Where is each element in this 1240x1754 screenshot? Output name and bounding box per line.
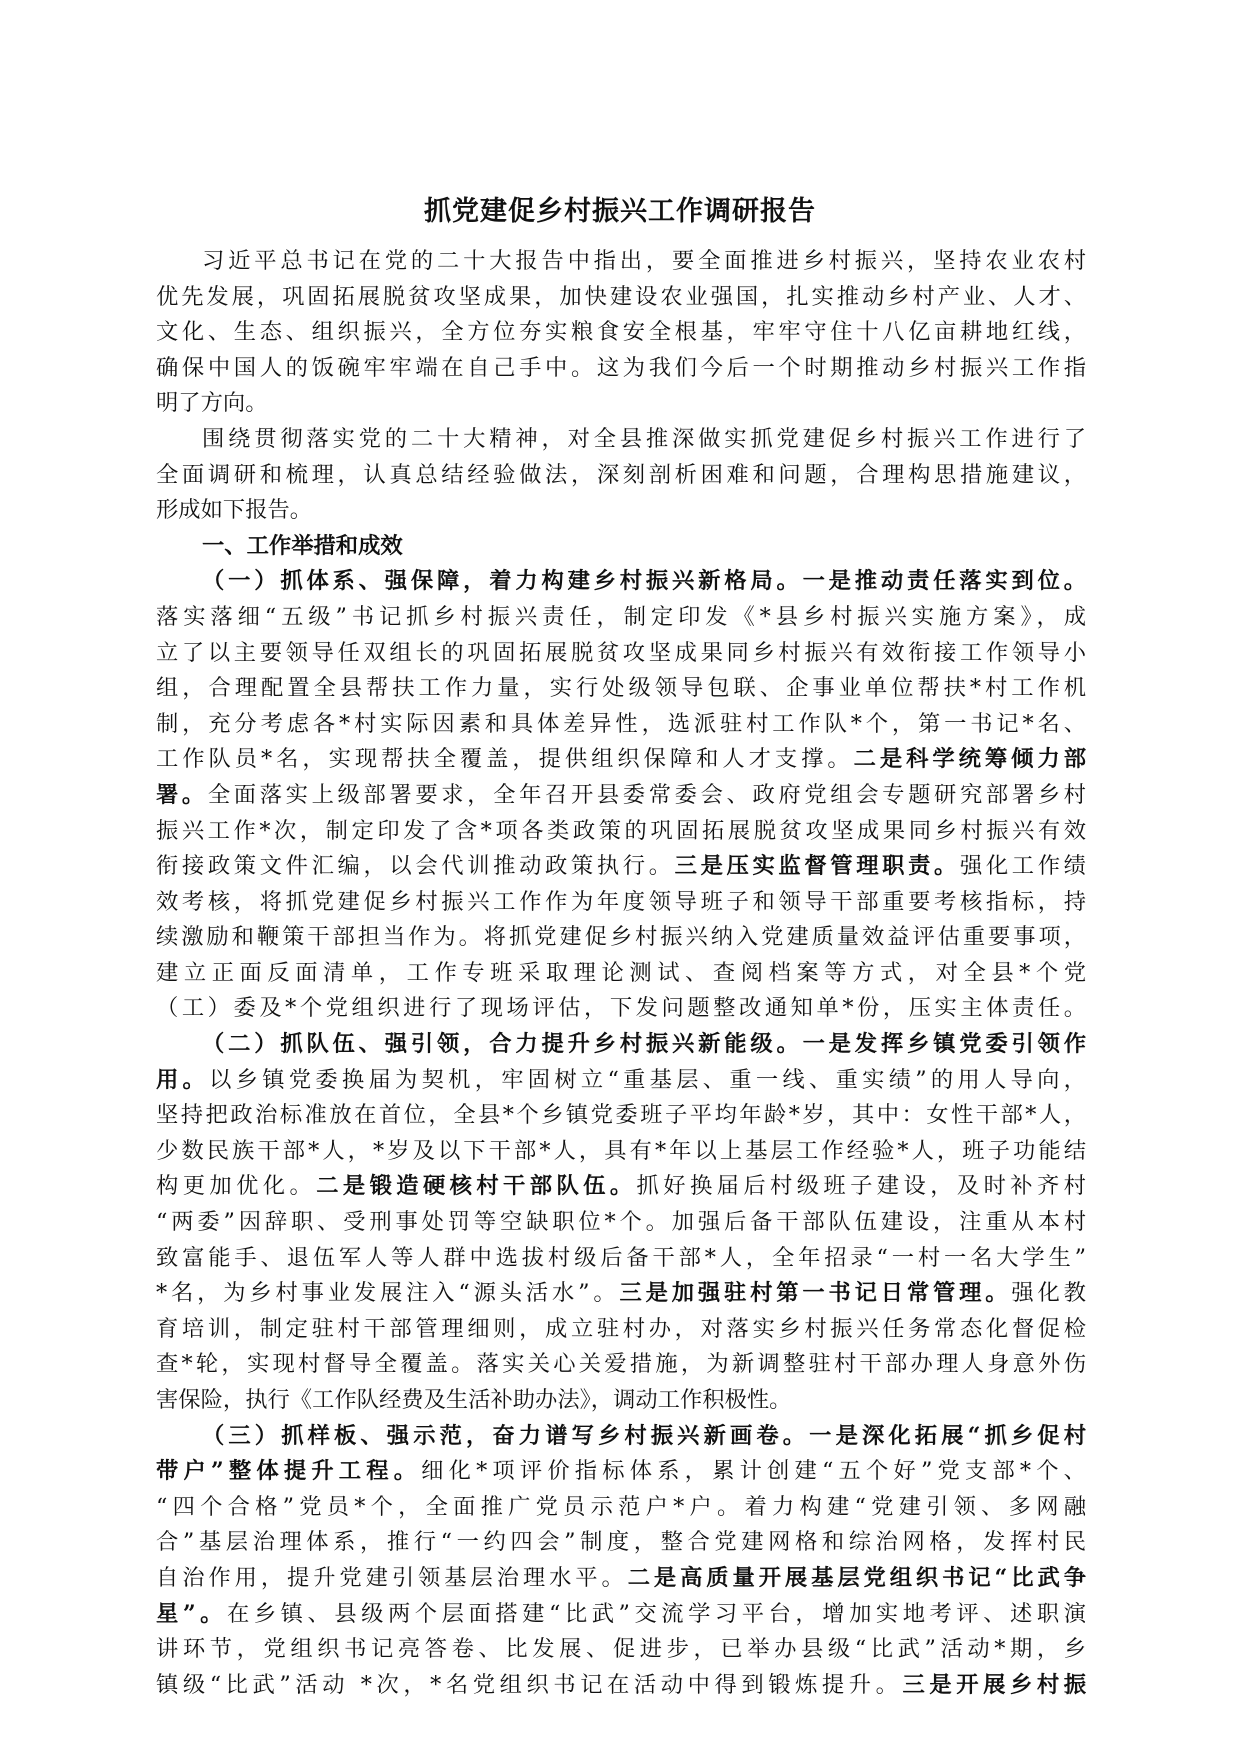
bold-text-run: 带户”整体提升工程。: [156, 1458, 422, 1485]
bold-text-run: 三是开展乡村振: [902, 1671, 1086, 1698]
text-line: [156, 458, 1086, 494]
text-run: 效考核，将抓党建促乡村振兴工作作为年度领导班子和领导干部重要考核指标，持: [156, 888, 1086, 915]
text-line: [156, 885, 1086, 921]
text-line: [156, 315, 1086, 351]
text-run: 讲环节，党组织书记亮答卷、比发展、促进步，已举办县级“比武”活动*期，乡: [156, 1636, 1086, 1663]
text-run: 强化工作绩: [959, 853, 1086, 880]
text-run: 工作队员*名，实现帮扶全覆盖，提供组织保障和人才支撑。: [156, 746, 854, 773]
text-line: [156, 1027, 1086, 1063]
text-run: 落实落细“五级”书记抓乡村振兴责任，制定印发《*县乡村振兴实施方案》，成: [156, 603, 1086, 630]
text-run: 坚持把政治标准放在首位，全县*个乡镇党委班子平均年龄*岁，其中：女性干部*人，: [156, 1102, 1086, 1129]
text-line: [156, 1347, 1086, 1383]
bold-text-run: （二）抓队伍、强引领，合力提升乡村振兴新能级。一是发挥乡镇党委引领作: [202, 1031, 1086, 1058]
bold-text-run: （三）抓样板、强示范，奋力谱写乡村振兴新画卷。一是深化拓展“抓乡促村: [202, 1422, 1086, 1449]
text-line: [156, 386, 1086, 422]
text-line: [156, 529, 1086, 565]
text-line: [156, 1063, 1086, 1099]
document-body: [156, 244, 1086, 1703]
text-run: 立了以主要领导任双组长的巩固拓展脱贫攻坚成果同乡村振兴有效衔接工作领导小: [156, 639, 1086, 666]
text-run: 制，充分考虑各*村实际因素和具体差异性，选派驻村工作队*个，第一书记*名、: [156, 710, 1086, 737]
bold-text-run: 三是压实监督管理职责。: [674, 853, 960, 880]
text-line: [156, 1561, 1086, 1597]
bold-text-run: 三是加强驻村第一书记日常管理。: [619, 1280, 1012, 1307]
text-run: 强化教: [1011, 1280, 1086, 1307]
text-run: 细化*项评价指标体系，累计创建“五个好”党支部*个、: [421, 1458, 1086, 1485]
text-run: 全面落实上级部署要求，全年召开县委常委会、政府党组会专题研究部署乡村: [207, 781, 1086, 808]
text-run: 以乡镇党委换届为契机，牢固树立“重基层、重一线、重实绩”的用人导向，: [209, 1066, 1086, 1093]
text-run: 明了方向。: [156, 390, 268, 417]
text-run: 振兴工作*次，制定印发了含*项各类政策的巩固拓展脱贫攻坚成果同乡村振兴有效: [156, 817, 1086, 844]
text-line: [156, 493, 1086, 529]
bold-text-run: 星”。: [156, 1600, 228, 1627]
page-title: 抓党建促乡村振兴工作调研报告: [424, 196, 816, 227]
text-run: 习近平总书记在党的二十大报告中指出，要全面推进乡村振兴，坚持农业农村: [202, 248, 1086, 274]
text-line: [156, 636, 1086, 672]
text-run: 围绕贯彻落实党的二十大精神，对全县推深做实抓党建促乡村振兴工作进行了: [202, 425, 1086, 452]
text-run: （工）委及*个党组织进行了现场评估，下发问题整改通知单*份，压实主体责任。: [156, 995, 1086, 1022]
text-run: “两委”因辞职、受刑事处罚等空缺职位*个。加强后备干部队伍建设，注重从本村: [156, 1209, 1086, 1236]
text-run: *名，为乡村事业发展注入“源头活水”。: [156, 1280, 620, 1307]
text-line: [156, 1632, 1086, 1668]
text-run: 镇级“比武”活动 *次，*名党组织书记在活动中得到锻炼提升。: [156, 1671, 903, 1698]
text-run: 抓好换届后村级班子建设，及时补齐村: [636, 1173, 1086, 1200]
text-run: 确保中国人的饭碗牢牢端在自己手中。这为我们今后一个时期推动乡村振兴工作指: [156, 354, 1086, 381]
text-line: [156, 1525, 1086, 1561]
text-line: [156, 280, 1086, 316]
text-line: [156, 1419, 1086, 1455]
text-line: [156, 600, 1086, 636]
bold-text-run: 用。: [156, 1066, 210, 1093]
text-run: 致富能手、退伍军人等人群中选拔村级后备干部*人，全年招录“一村一名大学生”: [156, 1244, 1086, 1271]
text-line: [156, 1490, 1086, 1526]
text-line: [156, 1668, 1086, 1704]
text-run: 建立正面反面清单，工作专班采取理论测试、查阅档案等方式，对全县*个党: [156, 959, 1086, 986]
text-line: [156, 1597, 1086, 1633]
bold-text-run: 二是高质量开展基层党组织书记“比武争: [627, 1564, 1086, 1591]
text-line: [156, 1383, 1086, 1419]
bold-text-run: 二是锻造硬核村干部队伍。: [316, 1173, 637, 1200]
text-line: [156, 778, 1086, 814]
text-line: [156, 1098, 1086, 1134]
bold-text-run: 署。: [156, 781, 208, 808]
text-run: 构更加优化。: [156, 1173, 317, 1200]
text-line: [156, 1454, 1086, 1490]
text-line: [156, 422, 1086, 458]
text-run: 文化、生态、组织振兴，全方位夯实粮食安全根基，牢牢守住十八亿亩耕地红线，: [156, 319, 1086, 346]
text-line: [156, 1169, 1086, 1205]
bold-text-run: （一）抓体系、强保障，着力构建乡村振兴新格局。一是推动责任落实到位。: [202, 568, 1086, 595]
text-run: 合”基层治理体系，推行“一约四会”制度，整合党建网格和综治网格，发挥村民: [156, 1529, 1086, 1556]
bold-text-run: 一、工作举措和成效: [202, 532, 403, 559]
text-line: [156, 920, 1086, 956]
text-line: [156, 1205, 1086, 1241]
text-line: [156, 707, 1086, 743]
text-line: [156, 956, 1086, 992]
text-line: [156, 564, 1086, 600]
text-run: 衔接政策文件汇编，以会代训推动政策执行。: [156, 853, 675, 880]
text-run: 害保险，执行《工作队经费及生活补助办法》，调动工作积极性。: [156, 1387, 792, 1413]
text-run: “四个合格”党员*个，全面推广党员示范户*户。着力构建“党建引领、多网融: [156, 1493, 1086, 1520]
text-run: 续激励和鞭策干部担当作为。将抓党建促乡村振兴纳入党建质量效益评估重要事项，: [156, 924, 1086, 951]
text-line: [156, 814, 1086, 850]
text-run: 全面调研和梳理，认真总结经验做法，深刻剖析困难和问题，合理构思措施建议，: [156, 461, 1086, 488]
text-line: [156, 244, 1086, 280]
text-run: 优先发展，巩固拓展脱贫攻坚成果，加快建设农业强国，扎实推动乡村产业、人才、: [156, 283, 1086, 310]
text-line: [156, 1312, 1086, 1348]
text-line: [156, 351, 1086, 387]
text-run: 育培训，制定驻村干部管理细则，成立驻村办，对落实乡村振兴任务常态化督促检: [156, 1315, 1086, 1342]
text-line: [156, 742, 1086, 778]
bold-text-run: 二是科学统筹倾力部: [853, 746, 1086, 773]
text-run: 少数民族干部*人，*岁及以下干部*人，具有*年以上基层工作经验*人，班子功能结: [156, 1137, 1086, 1164]
text-run: 组，合理配置全县帮扶工作力量，实行处级领导包联、企事业单位帮扶*村工作机: [156, 675, 1086, 702]
text-line: [156, 1134, 1086, 1170]
text-line: [156, 991, 1086, 1027]
text-run: 自治作用，提升党建引领基层治理水平。: [156, 1564, 628, 1591]
text-run: 在乡镇、县级两个层面搭建“比武”交流学习平台，增加实地考评、述职演: [227, 1600, 1086, 1627]
text-run: 查*轮，实现村督导全覆盖。落实关心关爱措施，为新调整驻村干部办理人身意外伤: [156, 1351, 1086, 1378]
text-run: 形成如下报告。: [156, 497, 313, 524]
text-line: [156, 1241, 1086, 1277]
text-line: [156, 671, 1086, 707]
text-line: [156, 849, 1086, 885]
text-line: [156, 1276, 1086, 1312]
